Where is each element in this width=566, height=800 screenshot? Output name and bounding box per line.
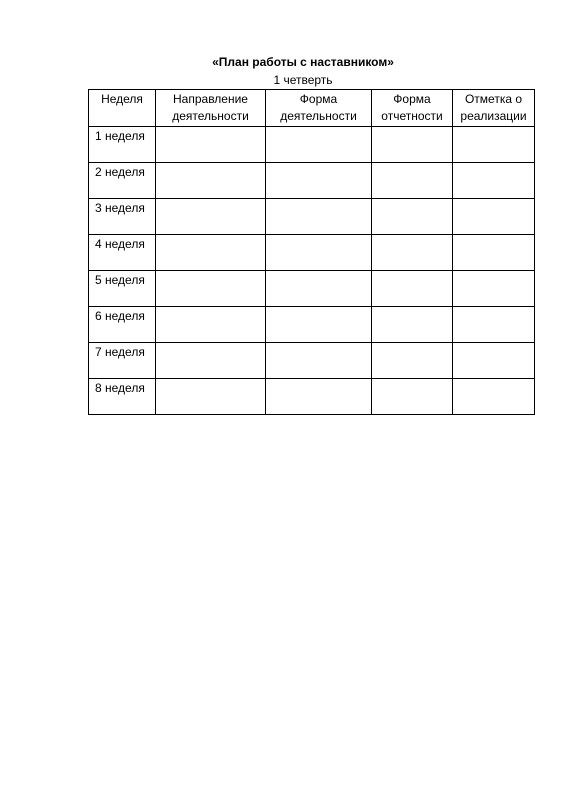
report-form-cell bbox=[372, 343, 453, 379]
activity-direction-cell bbox=[156, 271, 266, 307]
week-cell: 4 неделя bbox=[89, 235, 156, 271]
document-title: «План работы с наставником» bbox=[212, 55, 394, 69]
header-activity-direction bbox=[156, 90, 266, 127]
completion-mark-cell bbox=[453, 235, 535, 271]
header-report-form bbox=[372, 90, 453, 127]
report-form-cell bbox=[372, 199, 453, 235]
activity-form-cell bbox=[266, 343, 372, 379]
week-cell: 6 неделя bbox=[89, 307, 156, 343]
table-row bbox=[89, 235, 535, 271]
report-form-cell bbox=[372, 307, 453, 343]
header-activity-form bbox=[266, 90, 372, 127]
report-form-cell bbox=[372, 271, 453, 307]
header-activity-direction-line1: Направление bbox=[173, 92, 248, 106]
completion-mark-cell bbox=[453, 271, 535, 307]
header-activity-form-line2: деятельности bbox=[280, 109, 357, 123]
completion-mark-cell bbox=[453, 127, 535, 163]
activity-form-cell bbox=[266, 271, 372, 307]
table-row bbox=[89, 127, 535, 163]
completion-mark-cell bbox=[453, 199, 535, 235]
report-form-cell bbox=[372, 163, 453, 199]
completion-mark-cell bbox=[453, 343, 535, 379]
activity-direction-cell bbox=[156, 307, 266, 343]
header-week-line1: Неделя bbox=[101, 92, 143, 106]
activity-direction-cell bbox=[156, 127, 266, 163]
plan-table bbox=[88, 89, 535, 415]
table-row bbox=[89, 307, 535, 343]
activity-form-cell bbox=[266, 127, 372, 163]
header-completion-mark-line1: Отметка о bbox=[464, 92, 523, 106]
header-report-form-line2: отчетности bbox=[381, 109, 443, 123]
table-header-row bbox=[89, 90, 535, 127]
table-row bbox=[89, 379, 535, 415]
activity-form-cell bbox=[266, 163, 372, 199]
activity-direction-cell bbox=[156, 163, 266, 199]
completion-mark-cell bbox=[453, 379, 535, 415]
completion-mark-cell bbox=[453, 307, 535, 343]
report-form-cell bbox=[372, 235, 453, 271]
activity-direction-cell bbox=[156, 379, 266, 415]
completion-mark-cell bbox=[453, 163, 535, 199]
activity-form-cell bbox=[266, 199, 372, 235]
week-cell: 8 неделя bbox=[89, 379, 156, 415]
week-cell: 7 неделя bbox=[89, 343, 156, 379]
header-activity-direction-line2: деятельности bbox=[172, 109, 249, 123]
activity-form-cell bbox=[266, 307, 372, 343]
header-activity-form-line1: Форма bbox=[299, 92, 338, 106]
activity-form-cell bbox=[266, 235, 372, 271]
header-completion-mark-line2: реализации bbox=[460, 109, 527, 123]
activity-direction-cell bbox=[156, 343, 266, 379]
week-cell: 2 неделя bbox=[89, 163, 156, 199]
activity-form-cell bbox=[266, 379, 372, 415]
activity-direction-cell bbox=[156, 199, 266, 235]
document-subtitle: 1 четверть bbox=[273, 73, 333, 87]
table-row bbox=[89, 163, 535, 199]
header-week bbox=[89, 90, 156, 127]
week-cell: 3 неделя bbox=[89, 199, 156, 235]
report-form-cell bbox=[372, 379, 453, 415]
table-row bbox=[89, 199, 535, 235]
report-form-cell bbox=[372, 127, 453, 163]
header-report-form-line1: Форма bbox=[393, 92, 431, 106]
table-row bbox=[89, 343, 535, 379]
table-row bbox=[89, 271, 535, 307]
activity-direction-cell bbox=[156, 235, 266, 271]
header-completion-mark bbox=[453, 90, 535, 127]
week-cell: 1 неделя bbox=[89, 127, 156, 163]
week-cell: 5 неделя bbox=[89, 271, 156, 307]
